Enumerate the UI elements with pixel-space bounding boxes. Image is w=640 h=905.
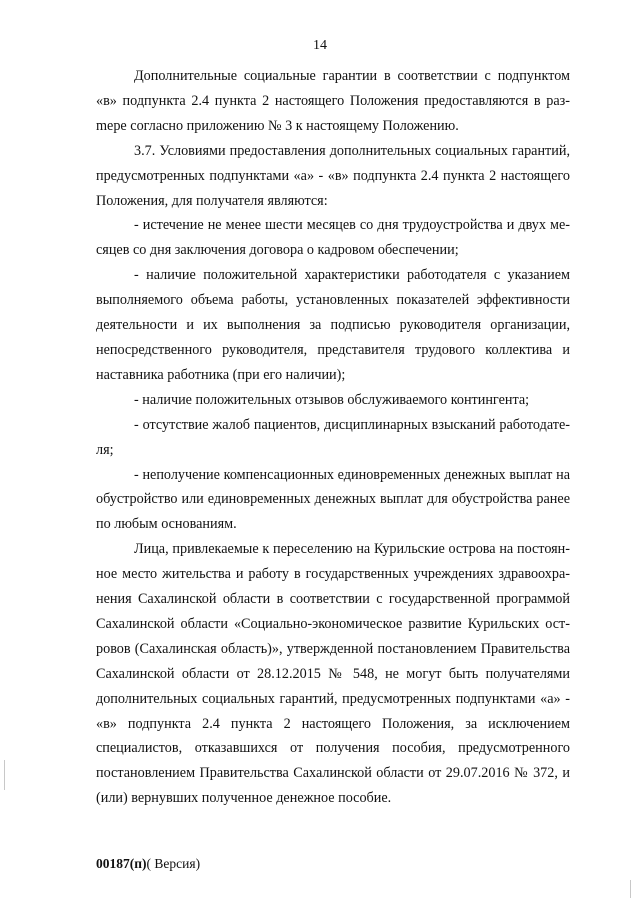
condition-employment-period: - истечение не менее шести месяцев со дня трудоустройства и двух месяцев со дня заключения договора о кадровом обеспечении; xyxy=(96,217,570,259)
document-body xyxy=(96,64,570,811)
paragraph-guarantees-v: Дополнительные социальные гарантии в соответствии с подпунктом «в» подпункта 2.4 пункта 2 настоящего Положения предоставляются в разmере согласно приложению № 3 к настоящему Положению. xyxy=(96,68,570,134)
paragraph-3-7: 3.7. Условиями предоставления дополнительных социальных гарантий, предусмотренных подпунктами «а» - «в» подпункта 2.4 пункта 2 настоящего Положения, для получателя являются: xyxy=(96,142,570,209)
condition-positive-reviews: - наличие положительных отзывов обслуживаемого контингента; xyxy=(134,391,530,408)
footer xyxy=(96,856,200,872)
footer-version: ( Версия) xyxy=(146,856,201,871)
scan-edge-mark xyxy=(630,880,631,898)
condition-employer-reference: - наличие положительной характеристики работодателя с указанием выполняемого объема работы, установленных показателей эффективности деятельности и их выполнения за подписью руководителя организации, непосредственного руководителя, представителя трудового коллектива и наставника работника (при его наличии); xyxy=(96,267,570,383)
footer-code: 00187(п) xyxy=(96,856,147,871)
condition-no-complaints: - отсутствие жалоб пациентов, дисциплинарных взысканий работодателя; xyxy=(96,416,570,458)
condition-no-prior-payments: - неполучение компенсационных единовременных денежных выплат на обустройство или единовременных денежных выплат для обустройства ранее по любым основаниям. xyxy=(96,466,570,533)
paragraph-kuril-exception: Лица, привлекаемые к переселению на Курильские острова на постоянное место жительства и работу в государственных учреждениях здравоохранения Сахалинской области в соответствии с государственной программой Сахалинской области «Социально-экономическое развитие Курильских островов (Сахалинская область)», утвержденной постановлением Правительства Сахалинской области от 28.12.2015 № 548, не могут быть получателями дополнительных социальных гарантий, предусмотренных подпунктами «а» - «в» подпункта 2.4 пункта 2 настоящего Положения, за исключением специалистов, отказавшихся от получения пособия, предусмотренного постановлением Правительства Сахалинской области от 29.07.2016 № 372, и (или) вернувших полученное денежное пособие. xyxy=(96,541,570,807)
page-number: 14 xyxy=(313,38,327,53)
scan-edge-mark xyxy=(4,760,5,790)
